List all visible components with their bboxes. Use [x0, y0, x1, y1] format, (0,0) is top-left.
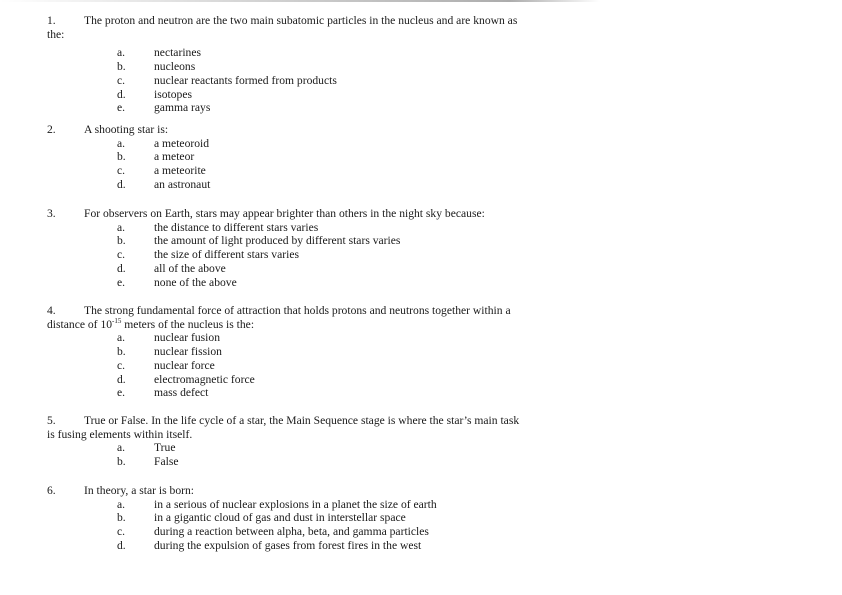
- answer-options: [117, 46, 517, 115]
- question-3: [47, 207, 485, 290]
- answer-option[interactable]: a. in a serious of nuclear explosions in a planet the size of earth: [117, 497, 437, 511]
- answer-option[interactable]: b. the amount of light produced by different stars varies: [117, 234, 401, 248]
- answer-option[interactable]: c. a meteorite: [117, 164, 206, 178]
- question-5: [47, 414, 519, 469]
- question-stem: 4. The strong fundamental force of attraction that holds protons and neutrons together within a: [47, 304, 511, 317]
- answer-options: [117, 137, 210, 192]
- answer-option[interactable]: d. isotopes: [117, 87, 193, 101]
- question-stem-continued: distance of $10^{-15}$ meters of the nucleus is the:: [47, 316, 255, 331]
- scan-edge-line: [0, 0, 600, 2]
- answer-options: [117, 441, 519, 469]
- question-stem: 3. For observers on Earth, stars may appear brighter than others in the night sky because:: [47, 207, 485, 220]
- question-number: 4.: [47, 304, 56, 317]
- question-1: [47, 14, 517, 115]
- answer-option[interactable]: e. gamma rays: [117, 101, 211, 115]
- answer-option[interactable]: a. a meteoroid: [117, 136, 210, 150]
- answer-option[interactable]: d. during the expulsion of gases from forest fires in the west: [117, 538, 422, 552]
- answer-option[interactable]: e. mass defect: [117, 386, 209, 400]
- question-stem-continued: the:: [47, 27, 65, 41]
- answer-option[interactable]: a. nuclear fusion: [117, 331, 220, 345]
- question-number: 2.: [47, 123, 56, 136]
- answer-option[interactable]: c. the size of different stars varies: [117, 248, 299, 262]
- question-stem: 2. A shooting star is:: [47, 123, 169, 136]
- answer-options: [117, 221, 485, 290]
- answer-option[interactable]: b. a meteor: [117, 150, 195, 164]
- answer-option[interactable]: b. False: [117, 454, 179, 468]
- question-2: [47, 123, 210, 192]
- exponent: -15: [112, 316, 122, 325]
- question-stem: 6. In theory, a star is born:: [47, 484, 195, 497]
- question-6: [47, 484, 437, 553]
- answer-option[interactable]: c. nuclear reactants formed from products: [117, 73, 337, 87]
- answer-option[interactable]: d. all of the above: [117, 261, 226, 275]
- question-stem: 1. The proton and neutron are the two main subatomic particles in the nucleus and are known as: [47, 14, 518, 27]
- answer-option[interactable]: a. nectarines: [117, 46, 201, 60]
- answer-option[interactable]: c. during a reaction between alpha, beta, and gamma particles: [117, 525, 429, 539]
- question-number: 1.: [47, 14, 56, 27]
- answer-option[interactable]: e. none of the above: [117, 275, 237, 289]
- question-number: 5.: [47, 414, 56, 427]
- answer-option[interactable]: b. nuclear fission: [117, 344, 222, 358]
- answer-option[interactable]: d. an astronaut: [117, 177, 211, 191]
- answer-option[interactable]: a. True: [117, 441, 176, 455]
- answer-option[interactable]: b. in a gigantic cloud of gas and dust in interstellar space: [117, 511, 406, 525]
- question-number: 6.: [47, 484, 56, 497]
- answer-option[interactable]: b. nucleons: [117, 59, 196, 73]
- answer-option[interactable]: d. electromagnetic force: [117, 372, 255, 386]
- question-number: 3.: [47, 207, 56, 220]
- answer-option[interactable]: c. nuclear force: [117, 358, 215, 372]
- answer-options: [117, 498, 437, 553]
- answer-option[interactable]: a. the distance to different stars varies: [117, 220, 319, 234]
- question-stem: 5. True or False. In the life cycle of a star, the Main Sequence stage is where the star’s main task: [47, 414, 520, 427]
- answer-options: [117, 331, 511, 400]
- question-4: [47, 304, 511, 400]
- question-stem-continued: is fusing elements within itself.: [47, 427, 193, 441]
